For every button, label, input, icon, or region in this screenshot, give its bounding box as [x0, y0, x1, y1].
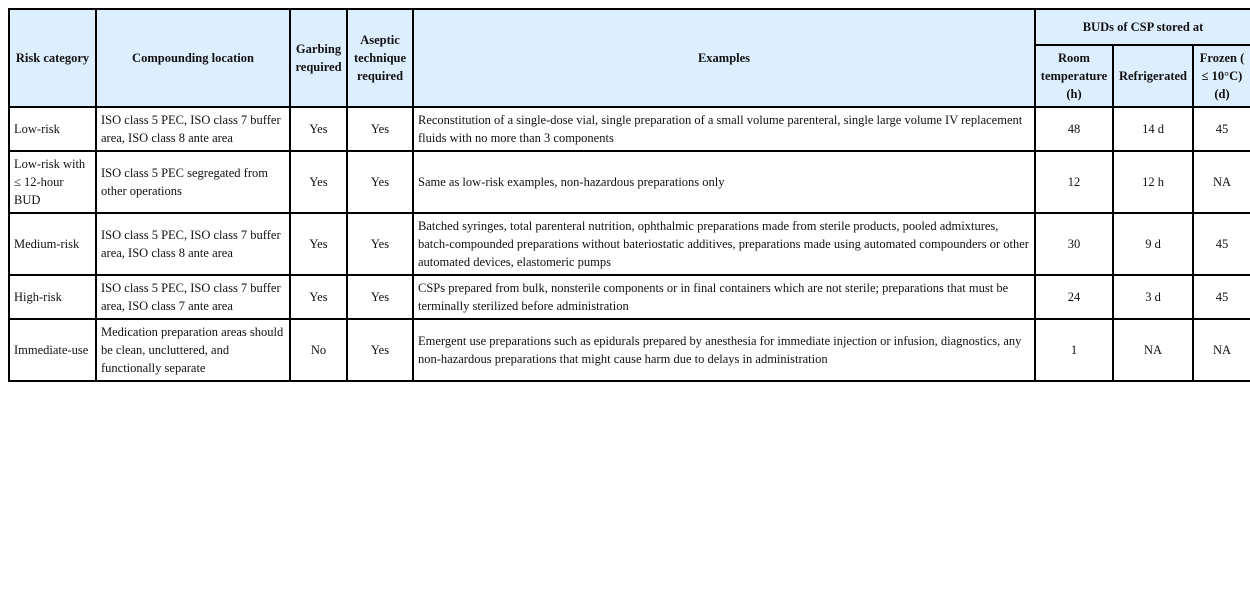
cell-frozen: 45: [1193, 275, 1250, 319]
header-compounding-location: Compounding location: [96, 9, 290, 107]
cell-room-temp: 24: [1035, 275, 1113, 319]
cell-garbing: Yes: [290, 213, 347, 275]
cell-risk: Low-risk with ≤ 12-hour BUD: [9, 151, 96, 213]
cell-refrigerated: 12 h: [1113, 151, 1193, 213]
cell-garbing: Yes: [290, 151, 347, 213]
header-risk-category: Risk category: [9, 9, 96, 107]
cell-location: ISO class 5 PEC, ISO class 7 buffer area, ISO class 8 ante area: [96, 107, 290, 151]
cell-aseptic: Yes: [347, 319, 413, 381]
header-frozen: Frozen ( ≤ 10°C) (d): [1193, 45, 1250, 107]
cell-aseptic: Yes: [347, 107, 413, 151]
cell-room-temp: 12: [1035, 151, 1113, 213]
cell-location: ISO class 5 PEC segregated from other operations: [96, 151, 290, 213]
cell-frozen: 45: [1193, 107, 1250, 151]
cell-frozen: NA: [1193, 319, 1250, 381]
cell-aseptic: Yes: [347, 275, 413, 319]
cell-location: Medication preparation areas should be clean, uncluttered, and functionally separate: [96, 319, 290, 381]
header-room-temperature: Room temperature (h): [1035, 45, 1113, 107]
cell-risk: High-risk: [9, 275, 96, 319]
cell-examples: CSPs prepared from bulk, nonsterile components or in final containers which are not sterile; preparations that must be terminally sterilized before administration: [413, 275, 1035, 319]
header-garbing-required: Garbing required: [290, 9, 347, 107]
cell-examples: Batched syringes, total parenteral nutrition, ophthalmic preparations made from sterile products, pooled admixtures, batch-compounded preparations without bateriostatic additives, preparations made using automated compounders or other automated devices, elastomeric pumps: [413, 213, 1035, 275]
cell-frozen: NA: [1193, 151, 1250, 213]
table-row: [9, 107, 1250, 151]
cell-aseptic: Yes: [347, 151, 413, 213]
cell-aseptic: Yes: [347, 213, 413, 275]
cell-garbing: No: [290, 319, 347, 381]
cell-room-temp: 48: [1035, 107, 1113, 151]
cell-garbing: Yes: [290, 107, 347, 151]
cell-room-temp: 30: [1035, 213, 1113, 275]
cell-refrigerated: 14 d: [1113, 107, 1193, 151]
header-refrigerated: Refrigerated: [1113, 45, 1193, 107]
cell-examples: Same as low-risk examples, non-hazardous preparations only: [413, 151, 1035, 213]
cell-frozen: 45: [1193, 213, 1250, 275]
cell-risk: Medium-risk: [9, 213, 96, 275]
table-header: [9, 9, 1250, 107]
table-body: [9, 107, 1250, 381]
header-buds-group: BUDs of CSP stored at: [1035, 9, 1250, 45]
cell-location: ISO class 5 PEC, ISO class 7 buffer area, ISO class 8 ante area: [96, 213, 290, 275]
cell-refrigerated: 9 d: [1113, 213, 1193, 275]
header-examples: Examples: [413, 9, 1035, 107]
cell-garbing: Yes: [290, 275, 347, 319]
cell-risk: Low-risk: [9, 107, 96, 151]
cell-location: ISO class 5 PEC, ISO class 7 buffer area, ISO class 7 ante area: [96, 275, 290, 319]
cell-risk: Immediate-use: [9, 319, 96, 381]
cell-examples: Emergent use preparations such as epidurals prepared by anesthesia for immediate injection or infusion, diagnostics, any non-hazardous preparations that might cause harm due to delays in administration: [413, 319, 1035, 381]
cell-refrigerated: NA: [1113, 319, 1193, 381]
table-row: [9, 275, 1250, 319]
cell-room-temp: 1: [1035, 319, 1113, 381]
table-row: [9, 151, 1250, 213]
csp-risk-table: [8, 8, 1250, 382]
header-aseptic-technique: Aseptic technique required: [347, 9, 413, 107]
cell-refrigerated: 3 d: [1113, 275, 1193, 319]
table-row: [9, 319, 1250, 381]
cell-examples: Reconstitution of a single-dose vial, single preparation of a small volume parenteral, single large volume IV replacement fluids with no more than 3 components: [413, 107, 1035, 151]
table-row: [9, 213, 1250, 275]
